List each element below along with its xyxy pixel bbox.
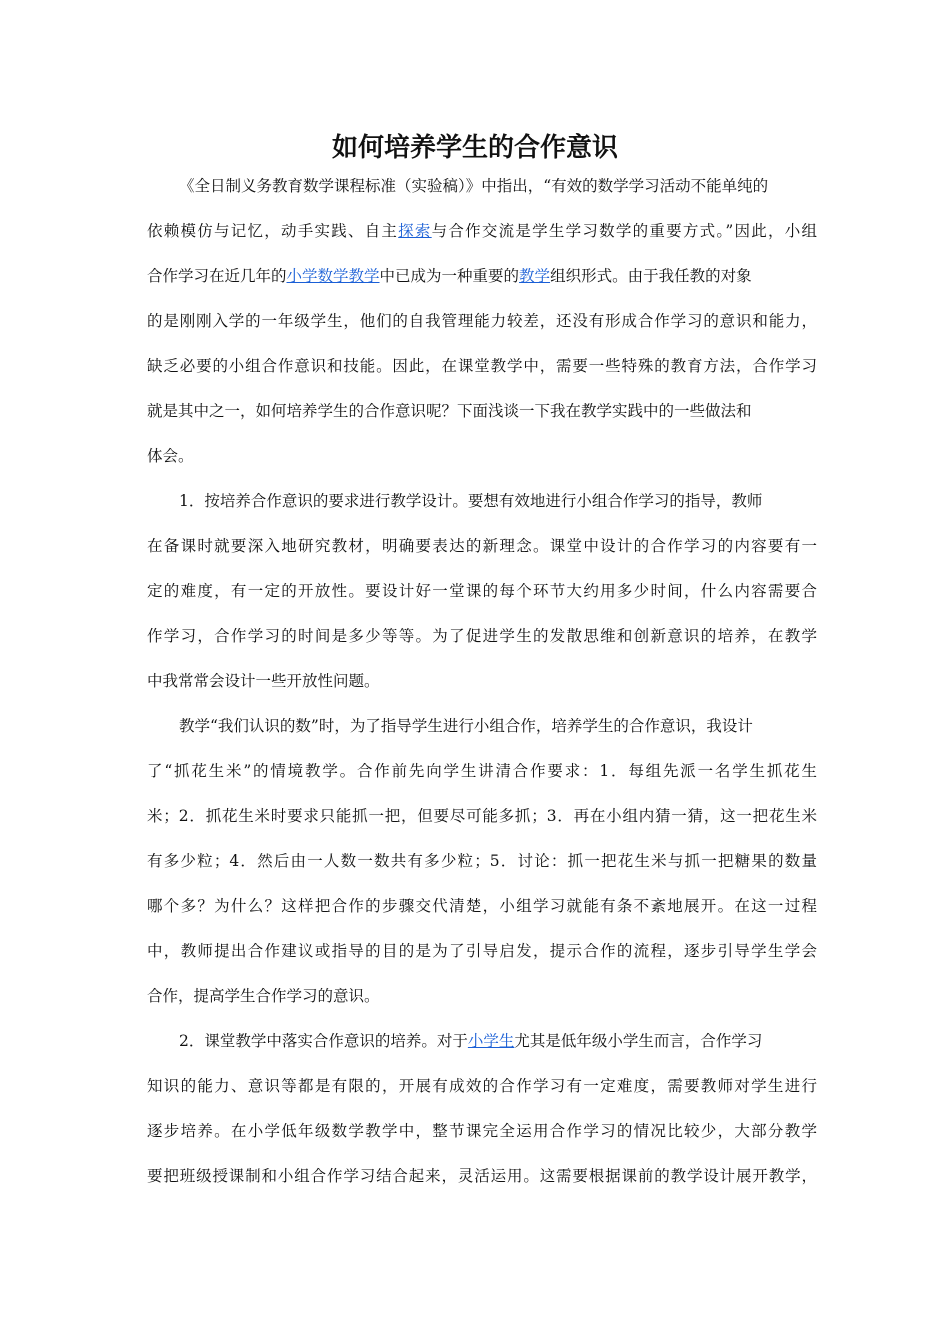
text-segment: 有多少粒；4．然后由一人数一数共有多少粒；5．讨论：抓一把花生米与抓一把糖果的数量 [147,852,817,870]
text-segment: 依赖模仿与记忆，动手实践、自主 [147,222,399,240]
text-line [147,219,817,243]
text-segment: 作学习，合作学习的时间是多少等等。为了促进学生的发散思维和创新意识的培养，在教学 [147,627,817,645]
text-segment: 逐步培养。在小学低年级数学教学中，整节课完全运用合作学习的情况比较少，大部分教学 [147,1122,817,1140]
text-segment: 在备课时就要深入地研究教材，明确要表达的新理念。课堂中设计的合作学习的内容要有一 [147,537,817,555]
text-line [179,714,817,738]
text-line [147,444,817,468]
text-segment: 中，教师提出合作建议或指导的目的是为了引导启发，提示合作的流程，逐步引导学生学会 [147,942,817,960]
text-line [147,1119,817,1143]
text-line [147,1164,817,1188]
text-segment: 知识的能力、意识等都是有限的，开展有成效的合作学习有一定难度，需要教师对学生进行 [147,1077,817,1095]
text-segment: 中已成为一种重要的 [379,267,520,285]
text-line [147,534,817,558]
document-title: 如何培养学生的合作意识 [331,133,618,163]
text-line [147,759,817,783]
text-segment: 缺乏必要的小组合作意识和技能。因此，在课堂教学中，需要一些特殊的教育方法，合作学习 [147,357,817,375]
hyperlink[interactable]: 小学数学教学 [286,267,380,285]
text-segment: 了“抓花生米”的情境教学。合作前先向学生讲清合作要求：1．每组先派一名学生抓花生 [147,762,817,780]
text-line [147,669,817,693]
text-segment: 定的难度，有一定的开放性。要设计好一堂课的每个环节大约用多少时间，什么内容需要合 [147,582,817,600]
text-line [147,309,817,333]
text-line [147,849,817,873]
text-segment: 合作，提高学生合作学习的意识。 [147,987,380,1005]
text-segment: 组织形式。由于我任教的对象 [550,267,752,285]
text-line [147,579,817,603]
text-segment: 哪个多？为什么？这样把合作的步骤交代清楚，小组学习就能有条不紊地展开。在这一过程 [147,897,817,915]
text-line [147,939,817,963]
text-line [147,264,817,288]
text-line [147,894,817,918]
text-segment: 就是其中之一，如何培养学生的合作意识呢？下面浅谈一下我在教学实践中的一些做法和 [147,402,752,420]
text-line [147,624,817,648]
text-line [147,399,817,423]
text-line [179,489,817,513]
text-line [179,1029,817,1053]
text-line [147,1074,817,1098]
text-line [179,174,817,198]
text-segment: 1．按培养合作意识的要求进行教学设计。要想有效地进行小组合作学习的指导，教师 [179,492,763,510]
text-segment: 的是刚刚入学的一年级学生，他们的自我管理能力较差，还没有形成合作学习的意识和能力， [147,312,817,330]
text-segment: 合作学习在近几年的 [147,267,287,285]
text-segment: 与合作交流是学生学习数学的重要方式。”因此，小组 [431,222,817,240]
text-segment: 2．课堂教学中落实合作意识的培养。对于 [179,1032,468,1050]
text-line [147,984,817,1008]
hyperlink[interactable]: 小学生 [467,1032,515,1050]
hyperlink[interactable]: 教学 [519,267,551,285]
text-segment: 尤其是低年级小学生而言，合作学习 [514,1032,763,1050]
text-segment: 体会。 [147,447,194,465]
text-segment: 教学“我们认识的数”时，为了指导学生进行小组合作，培养学生的合作意识，我设计 [179,717,753,735]
text-line [147,354,817,378]
text-segment: 《全日制义务教育数学课程标准（实验稿）》中指出，“有效的数学学习活动不能单纯的 [179,177,769,195]
text-segment: 米；2．抓花生米时要求只能抓一把，但要尽可能多抓；3．再在小组内猜一猜，这一把花生米 [147,807,817,825]
text-segment: 要把班级授课制和小组合作学习结合起来，灵活运用。这需要根据课前的教学设计展开教学， [147,1167,817,1185]
text-segment: 中我常常会设计一些开放性问题。 [147,672,380,690]
text-line [147,804,817,828]
hyperlink[interactable]: 探索 [398,222,432,240]
